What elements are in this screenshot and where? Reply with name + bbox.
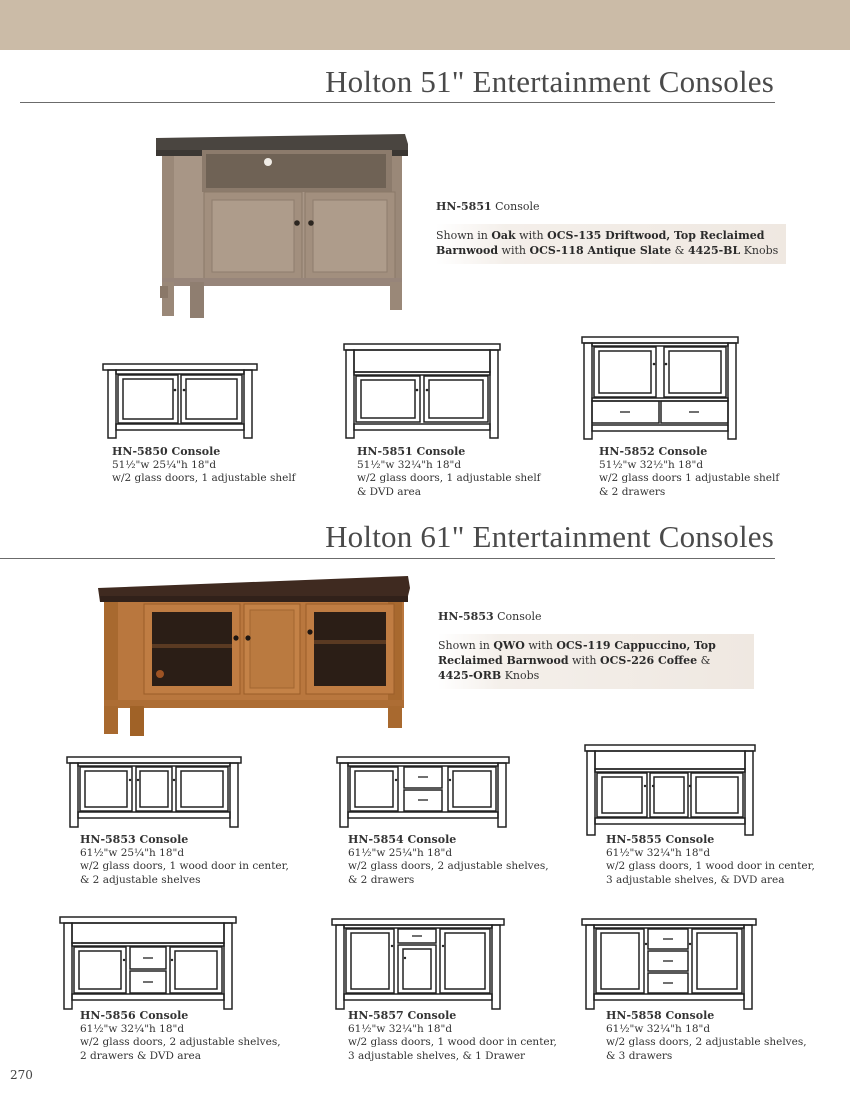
- spec-dimensions: 61½"w 32¼"h 18"d: [80, 1022, 185, 1035]
- spec-desc-line-2: & 2 drawers: [348, 873, 415, 886]
- line-drawing-hn-5858: [580, 916, 758, 1012]
- product-photo-hn-5851: [150, 128, 412, 324]
- line-drawing-hn-5855: [582, 742, 758, 838]
- spec-name: HN-5852 Console: [599, 445, 708, 458]
- line-drawing-hn-5850: [100, 360, 260, 442]
- finish-spec-emphasis: 4425-BL: [687, 244, 741, 257]
- spec-desc-line-2: & 2 adjustable shelves: [80, 873, 201, 886]
- spec-hn-5855: [606, 833, 836, 887]
- finish-spec-text: with: [568, 654, 600, 667]
- finish-spec-emphasis: OCS-119 Cappuccino,: [556, 639, 691, 652]
- spec-desc-line-1: w/2 glass doors, 1 wood door in center,: [80, 860, 289, 873]
- header-band: [0, 0, 850, 50]
- finish-spec-text: &: [671, 244, 688, 257]
- spec-hn-5853: [80, 833, 310, 887]
- feature-caption-hn-5853: [438, 609, 754, 689]
- feature-code: HN-5851: [436, 200, 492, 213]
- title-rule: [0, 558, 775, 559]
- spec-name: HN-5857 Console: [348, 1009, 457, 1022]
- spec-dimensions: 61½"w 32¼"h 18"d: [606, 846, 711, 859]
- spec-name: HN-5850 Console: [112, 445, 221, 458]
- product-photo-hn-5853: [96, 570, 412, 740]
- finish-spec-text: Shown in: [436, 229, 492, 242]
- spec-desc-line-1: w/2 glass doors, 1 adjustable shelf: [112, 472, 296, 485]
- finish-spec-text: with: [515, 229, 548, 242]
- spec-hn-5852: [599, 445, 829, 499]
- spec-dimensions: 61½"w 25¼"h 18"d: [80, 846, 185, 859]
- finish-spec-text: Knobs: [740, 244, 779, 257]
- finish-spec-text: Knobs: [501, 669, 540, 682]
- spec-desc-line-2: 3 adjustable shelves, & DVD area: [606, 873, 785, 886]
- spec-desc-line-2: & DVD area: [357, 485, 422, 498]
- finish-spec-text: with: [524, 639, 557, 652]
- spec-desc-line-1: w/2 glass doors, 1 wood door in center,: [606, 860, 815, 873]
- spec-dimensions: 51½"w 32¼"h 18"d: [357, 458, 462, 471]
- line-drawing-hn-5852: [580, 334, 742, 442]
- spec-desc-line-1: w/2 glass doors, 2 adjustable shelves,: [348, 860, 549, 873]
- spec-dimensions: 61½"w 32¼"h 18"d: [606, 1022, 711, 1035]
- feature-code-suffix: Console: [493, 610, 542, 623]
- spec-hn-5851: [357, 445, 587, 499]
- spec-dimensions: 61½"w 32¼"h 18"d: [348, 1022, 453, 1035]
- feature-shown-description: [436, 224, 786, 264]
- spec-name: HN-5855 Console: [606, 833, 715, 846]
- feature-code-suffix: Console: [491, 200, 540, 213]
- spec-dimensions: 51½"w 32½"h 18"d: [599, 458, 704, 471]
- spec-name: HN-5854 Console: [348, 833, 457, 846]
- spec-hn-5858: [606, 1009, 836, 1063]
- spec-desc-line-2: & 3 drawers: [606, 1049, 673, 1062]
- finish-spec-emphasis: Oak: [491, 229, 516, 242]
- spec-desc-line-1: w/2 glass doors, 1 wood door in center,: [348, 1036, 557, 1049]
- spec-name: HN-5851 Console: [357, 445, 466, 458]
- feature-shown-description: [438, 634, 754, 689]
- finish-spec-emphasis: OCS-118 Antique Slate: [529, 244, 672, 257]
- line-drawing-hn-5853: [64, 754, 244, 830]
- spec-desc-line-2: 3 adjustable shelves, & 1 Drawer: [348, 1049, 526, 1062]
- spec-desc-line-2: & 2 drawers: [599, 485, 666, 498]
- finish-spec-text: &: [697, 654, 711, 667]
- finish-spec-emphasis: OCS-135 Driftwood, Top Reclaimed Barnwood: [436, 229, 765, 257]
- line-drawing-hn-5851: [342, 340, 502, 442]
- spec-desc-line-1: w/2 glass doors, 2 adjustable shelves,: [80, 1036, 281, 1049]
- spec-dimensions: 61½"w 25¼"h 18"d: [348, 846, 453, 859]
- finish-spec-emphasis: OCS-226 Coffee: [599, 654, 698, 667]
- line-drawing-hn-5856: [58, 914, 238, 1012]
- finish-spec-emphasis: QWO: [493, 639, 525, 652]
- page-number: 270: [10, 1068, 33, 1082]
- spec-name: HN-5858 Console: [606, 1009, 715, 1022]
- spec-desc-line-2: 2 drawers & DVD area: [80, 1049, 201, 1062]
- finish-spec-emphasis: Top Reclaimed Barnwood: [438, 639, 716, 667]
- spec-hn-5857: [348, 1009, 578, 1063]
- feature-caption-hn-5851: [436, 199, 786, 264]
- finish-spec-text: Shown in: [438, 639, 494, 652]
- spec-hn-5856: [80, 1009, 310, 1063]
- feature-code: HN-5853: [438, 610, 494, 623]
- spec-desc-line-1: w/2 glass doors 1 adjustable shelf: [599, 472, 780, 485]
- spec-desc-line-1: w/2 glass doors, 2 adjustable shelves,: [606, 1036, 807, 1049]
- title-rule: [20, 102, 775, 103]
- spec-name: HN-5853 Console: [80, 833, 189, 846]
- spec-hn-5854: [348, 833, 578, 887]
- line-drawing-hn-5854: [334, 754, 512, 830]
- finish-spec-text: with: [498, 244, 530, 257]
- line-drawing-hn-5857: [330, 916, 506, 1012]
- spec-desc-line-1: w/2 glass doors, 1 adjustable shelf: [357, 472, 541, 485]
- spec-name: HN-5856 Console: [80, 1009, 189, 1022]
- section-title-61: Holton 61" Entertainment Consoles: [325, 519, 774, 554]
- finish-spec-emphasis: 4425-ORB: [438, 669, 502, 682]
- section-title-51: Holton 51" Entertainment Consoles: [325, 64, 774, 99]
- spec-hn-5850: [112, 445, 342, 486]
- spec-dimensions: 51½"w 25¼"h 18"d: [112, 458, 217, 471]
